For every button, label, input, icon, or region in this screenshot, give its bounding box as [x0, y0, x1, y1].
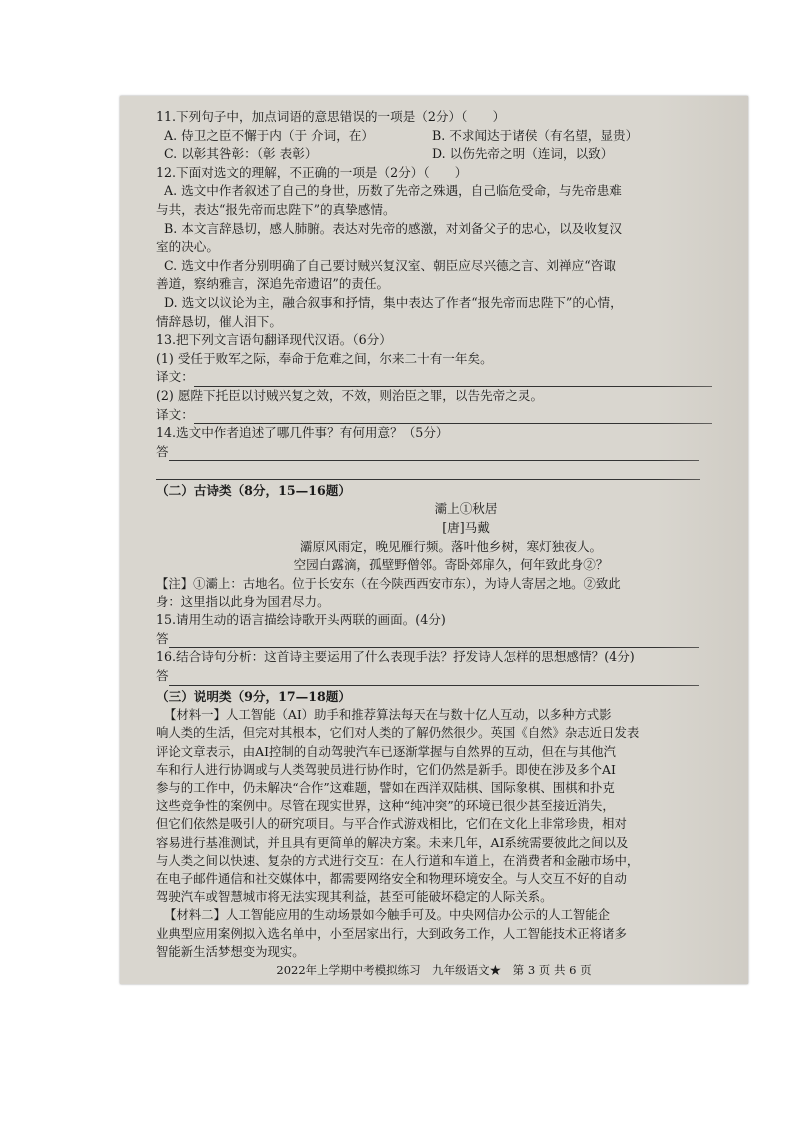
material-1-line: 响人类的生活，但完对其根本，它们对人类的了解仍然很少。英国《自然》杂志近日发表: [156, 725, 640, 741]
exam-page: [120, 96, 748, 984]
q11-options-row2: [156, 145, 716, 164]
exam-content: [156, 108, 716, 961]
material-1-line: 参与的工作中，仍未解决“合作”这难题，譬如在西洋双陆棋、国际象棋、围棋和扑克: [156, 780, 615, 796]
page-edge-shadow: [656, 96, 748, 984]
q11-options-row1: [156, 127, 716, 146]
q13-sentence-2: (2) 愿陛下托臣以讨贼兴复之效，不效，则治臣之罪，以告先帝之灵。: [156, 387, 544, 403]
q13-answer-label-2: 译文：: [156, 406, 194, 422]
q14-answer-label: 答: [156, 443, 169, 459]
material-1-line: 【材料一】人工智能（AI）助手和推荐算法每天在与数十亿人互动，以多种方式影: [164, 707, 612, 723]
q15-answer-row: [156, 630, 716, 649]
q11-option-a: A. 侍卫之臣不懈于内（于 介词，在）: [164, 127, 375, 143]
q12-option-d-cont: 情辞恳切，催人泪下。: [156, 313, 282, 329]
q16-stem: 16.结合诗句分析：这首诗主要运用了什么表现手法？抒发诗人怎样的思想感情？(4分): [156, 649, 635, 665]
q15-answer-label: 答: [156, 630, 169, 646]
q11-stem: 11.下列句子中，加点词语的意思错误的一项是（2分）（ ）: [156, 109, 506, 124]
material-2-line: 【材料二】人工智能应用的生动场景如今触手可及。中央网信办公示的人工智能企: [164, 907, 611, 923]
q13-answer-row-2: [156, 406, 716, 425]
material-1-line: 在电子邮件通信和社交媒体中，都需要网络安全和物理环境安全。与人交互不好的自动: [156, 871, 627, 887]
q14-stem: 14.选文中作者追述了哪几件事？有何用意？（5分）: [156, 425, 449, 441]
poem-author: [唐]马戴: [442, 520, 490, 536]
q12-stem: 12.下面对选文的理解，不正确的一项是（2分）（ ）: [156, 164, 468, 180]
q11-option-b: B. 不求闻达于诸侯（有名望，显贵）: [432, 127, 639, 143]
q14-answer-row-2: [156, 461, 716, 480]
q13-sentence-1: (1) 受任于败军之际，奉命于危难之间，尔来二十有一年矣。: [156, 350, 493, 366]
section2-heading: （二）古诗类（8分，15—16题）: [156, 482, 351, 498]
material-1-line: 容易进行基准测试，并且具有更简单的解决方案。未来几年，AI系统需要彼此之间以及: [156, 834, 629, 850]
q13-answer-label-1: 译文：: [156, 369, 194, 385]
q16-answer-label: 答: [156, 668, 169, 684]
q12-option-a: A. 选文中作者叙述了自己的身世，历数了先帝之殊遇，自己临危受命，与先帝患难: [164, 183, 622, 199]
poem-note-2: 身：这里指以此身为国君尽力。: [156, 594, 330, 610]
q12-option-c-cont: 善道，察纳雅言，深追先帝遗诏”的责任。: [156, 276, 390, 292]
poem-note-1: 【注】①灞上：古地名。位于长安东（在今陕西西安市东），为诗人寄居之地。②致此: [156, 575, 621, 591]
material-2: [156, 906, 716, 961]
q13-answer-line-2[interactable]: [194, 410, 712, 424]
material-2-line: 业典型应用案例拟入选名单中，小至居家出行，大到政务工作，人工智能技术正将诸多: [156, 925, 627, 941]
q12-option-c: C. 选文中作者分别明确了自己要讨贼兴复汉室、朝臣应尽兴德之言、刘禅应“咨诹: [164, 257, 616, 273]
poem-line-1: 灞原风雨定，晚见雁行频。落叶他乡树，寒灯独夜人。: [299, 538, 603, 554]
q14-answer-row: [156, 443, 716, 462]
q15-stem: 15.请用生动的语言描绘诗歌开头两联的画面。(4分): [156, 612, 446, 628]
q14-answer-line-1[interactable]: [169, 447, 699, 461]
poem-line-2: 空园白露滴，孤壁野僧邻。寄卧郊扉久，何年致此身②？: [293, 557, 609, 573]
q12-option-b: B. 本文言辞恳切，感人肺腑。表达对先帝的感激，对刘备父子的忠心，以及收复汉: [164, 220, 623, 236]
q12-option-b-cont: 室的决心。: [156, 239, 219, 255]
material-1-line: 车和行人进行协调或与人类驾驶员进行协作时，它们仍然是新手。即使在涉及多个AI: [156, 761, 616, 777]
material-1-line: 这些竞争性的案例中。尽管在现实世界，这种“纯冲突”的环境已很少甚至接近消失，: [156, 798, 615, 814]
section3-heading: （三）说明类（9分，17—18题）: [156, 688, 351, 704]
q13-answer-line-1[interactable]: [194, 373, 712, 387]
material-1-line: 驾驶汽车或智慧城市将无法实现其利益，甚至可能破坏稳定的人际关系。: [156, 889, 553, 905]
material-1-line: 与人类之间以快速、复杂的方式进行交互：在人行道和车道上，在消费者和金融市场中，: [156, 852, 640, 868]
q11-option-d: D. 以伤先帝之明（连词，以致）: [432, 146, 614, 162]
q14-answer-line-2[interactable]: [156, 466, 700, 480]
q13-stem: 13.把下列文言语句翻译现代汉语。（6分）: [156, 332, 392, 348]
material-1-line: 评论文章表示，由AI控制的自动驾驶汽车已逐渐掌握与自然界的互动，但在与其他汽: [156, 743, 616, 759]
q12-option-d: D. 选文以议论为主，融合叙事和抒情，集中表达了作者“报先帝而忠陛下”的心情，: [164, 294, 623, 310]
q16-answer-row: [156, 667, 716, 686]
material-2-line: 智能新生活梦想变为现实。: [156, 943, 305, 959]
material-1: [156, 706, 716, 906]
page-footer: 2022年上学期中考模拟练习 九年级语文★ 第 3 页 共 6 页: [276, 963, 592, 977]
material-1-line: 但它们依然是吸引人的研究项目。与平合作式游戏相比，它们在文化上非常珍贵，相对: [156, 816, 627, 832]
q16-answer-line[interactable]: [169, 672, 699, 686]
q11-option-c: C. 以彰其咎彰：（彰 表彰）: [164, 146, 318, 162]
q12-option-a-cont: 与共，表达“报先帝而忠陛下”的真挚感情。: [156, 201, 396, 217]
q13-answer-row-1: [156, 368, 716, 387]
poem-title: 灞上①秋居: [434, 501, 498, 517]
q15-answer-line[interactable]: [169, 634, 699, 648]
